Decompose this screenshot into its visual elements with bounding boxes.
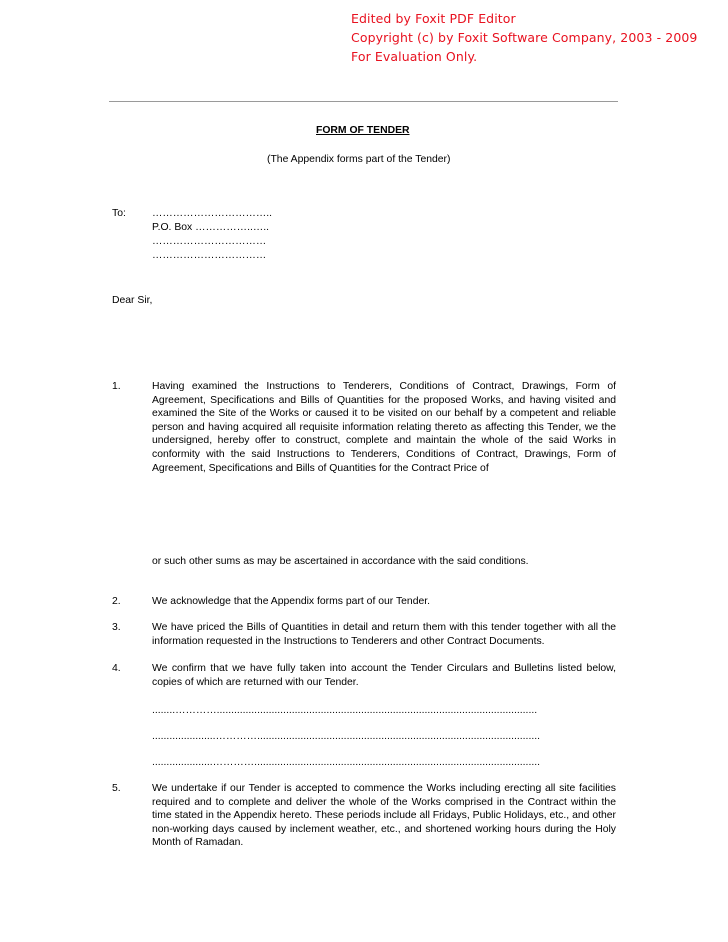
watermark-line-3: For Evaluation Only. [351, 49, 478, 64]
address-block [152, 207, 272, 263]
clause-3-number: 3. [112, 622, 121, 633]
bulletin-blank-line-1: ........…………............................................................................................................... [152, 705, 538, 716]
clause-1-continuation: or such other sums as may be ascertained in accordance with the said conditions. [152, 556, 529, 567]
salutation: Dear Sir, [112, 295, 153, 306]
clause-2-text: We acknowledge that the Appendix forms part of our Tender. [152, 596, 431, 607]
clause-4-text: We confirm that we have fully taken into account the Tender Circulars and Bulletins listed below, copies of which are returned with our Tender. [152, 663, 616, 688]
address-line-4: …………………………… [152, 250, 267, 261]
watermark-line-2: Copyright (c) by Foxit Software Company, 2003 - 2009 [351, 30, 698, 45]
evaluation-watermark [351, 9, 697, 66]
clause-4-number: 4. [112, 663, 121, 674]
address-line-3: …………………………… [152, 236, 267, 247]
watermark-line-1: Edited by Foxit PDF Editor [351, 11, 516, 26]
address-line-2: P.O. Box ……………..….. [152, 222, 270, 233]
document-title: FORM OF TENDER [316, 125, 410, 136]
clause-3-text: We have priced the Bills of Quantities in detail and return them with this tender together with all the information requested in the Instructions to Tenderers and other Contract Documents. [152, 622, 616, 647]
clause-2-number: 2. [112, 596, 121, 607]
address-label: To: [112, 208, 126, 219]
clause-1-number: 1. [112, 381, 121, 392]
header-divider [109, 101, 618, 102]
bulletin-blank-line-3: .....................…………................................................................................................... [152, 757, 540, 768]
bulletin-blank-line-2: ......................………….................................................................................................. [152, 731, 540, 742]
clause-1-text: Having examined the Instructions to Tenderers, Conditions of Contract, Drawings, Form of Agreement, Specifications and Bills of Quantities for the proposed Works, and having visited and examined the Site of the Works or caused it to be visited on our behalf by a competent and reliable person and having acquired all requisite information relating thereto as affecting this Tender, we the undersigned, hereby offer to construct, complete and maintain the whole of the said Works in conformity with the said Instructions to Tenderers, Conditions of Contract, Drawings, Form of Agreement, Specifications and Bills of Quantities for the Contract Price of [152, 381, 616, 474]
clause-5-number: 5. [112, 783, 121, 794]
address-line-1: …………………………….. [152, 208, 273, 219]
document-subtitle: (The Appendix forms part of the Tender) [267, 154, 451, 165]
clause-5-text: We undertake if our Tender is accepted to commence the Works including erecting all site facilities required and to complete and deliver the whole of the Works comprised in the Contract within the time stated in the Appendix hereto. These periods include all Fridays, Public Holidays, etc., and other non-working days caused by inclement weather, etc., and shortened working hours during the Holy Month of Ramadan. [152, 783, 616, 849]
